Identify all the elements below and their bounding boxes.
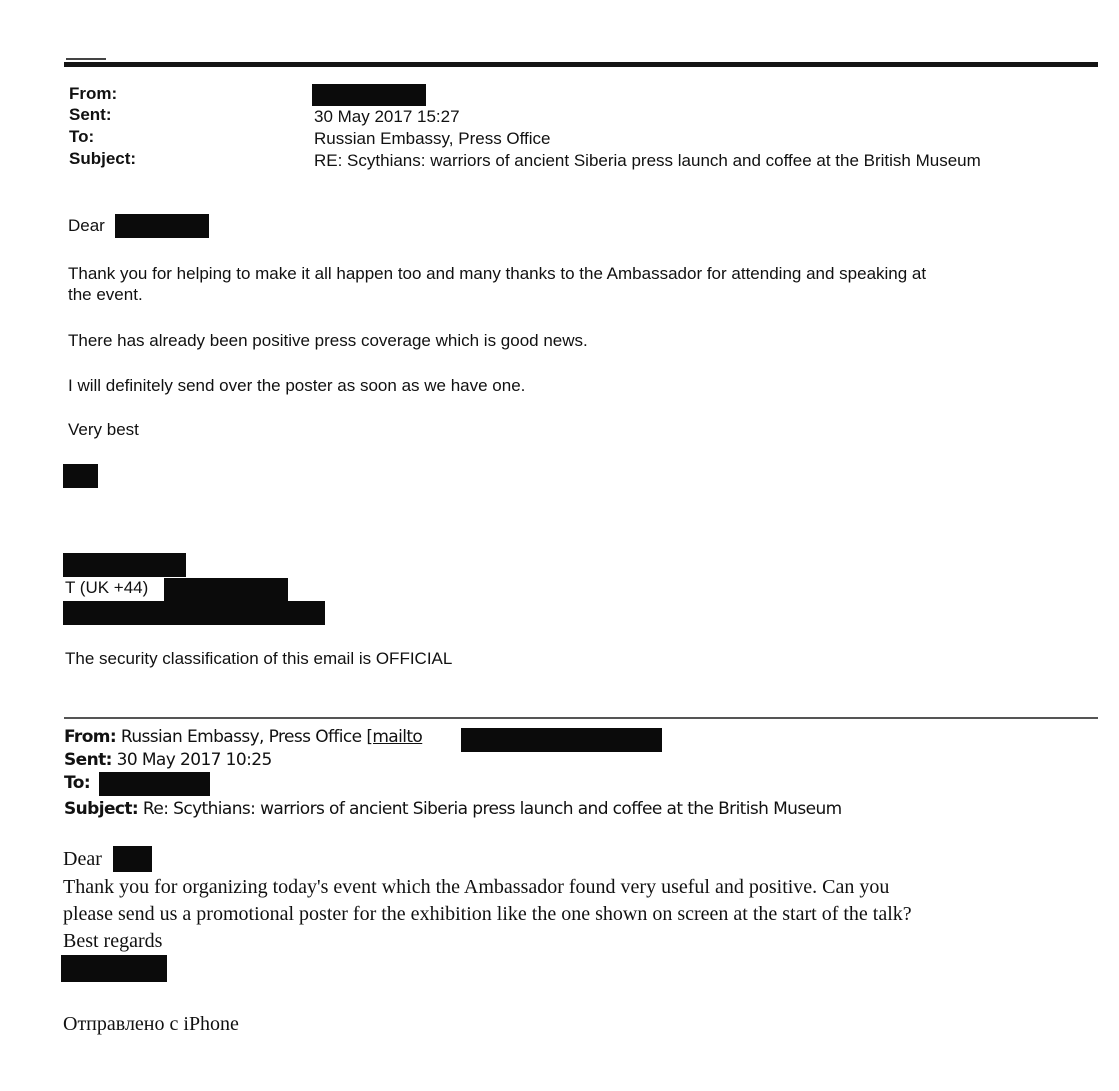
redacted-phone-number: [164, 578, 288, 601]
sent-value: 30 May 2017 15:27: [314, 107, 460, 126]
original-from-label: From:: [64, 727, 117, 747]
original-to-line: [64, 773, 90, 793]
original-sent-label: Sent:: [64, 750, 112, 770]
mailto-link[interactable]: [mailto: [366, 727, 423, 747]
redacted-from: [312, 84, 426, 106]
original-subject-line: [64, 799, 842, 819]
redacted-recipient-name: [115, 214, 209, 238]
paragraph-1-line-2: the event.: [68, 285, 143, 304]
greeting: Dear: [68, 216, 105, 235]
redacted-original-recipient: [113, 846, 152, 872]
original-from-line: [64, 727, 422, 747]
original-body-line-2: please send us a promotional poster for the exhibition like the one shown on screen at the start of the talk?: [63, 903, 912, 925]
email-divider: [64, 717, 1098, 719]
redacted-initials: [63, 464, 98, 488]
original-from-value: Russian Embassy, Press Office: [120, 727, 362, 747]
security-classification: The security classification of this email is OFFICIAL: [65, 649, 453, 668]
top-rule-mark: [66, 58, 106, 60]
subject-label: Subject:: [69, 149, 137, 168]
original-signoff: Best regards: [63, 930, 163, 952]
original-body-line-1: Thank you for organizing today's event which the Ambassador found very useful and positive. Can you: [63, 876, 890, 898]
subject-value: RE: Scythians: warriors of ancient Siberia press launch and coffee at the British Museum: [314, 151, 981, 170]
sent-label: Sent:: [69, 105, 112, 124]
paragraph-1-line-1: Thank you for helping to make it all happen too and many thanks to the Ambassador for attending and speaking at: [68, 264, 927, 283]
original-sent-line: [64, 750, 272, 770]
paragraph-3: I will definitely send over the poster as soon as we have one.: [68, 376, 526, 395]
phone-prefix: T (UK +44): [65, 578, 149, 597]
original-to-label: To:: [64, 773, 91, 793]
redacted-original-to: [99, 772, 210, 796]
to-label: To:: [69, 127, 95, 146]
original-greeting: Dear: [63, 848, 102, 870]
iphone-footer: Отправлено с iPhone: [63, 1013, 239, 1035]
paragraph-2: There has already been positive press coverage which is good news.: [68, 331, 588, 350]
signoff: Very best: [68, 420, 139, 439]
from-label: From:: [69, 84, 118, 103]
redacted-signature-line: [63, 601, 325, 625]
original-sent-value: 30 May 2017 10:25: [116, 750, 272, 770]
redacted-original-sender: [61, 955, 167, 982]
original-subject-value: Re: Scythians: warriors of ancient Siberia press launch and coffee at the British Museum: [142, 799, 842, 819]
redacted-signature-name: [63, 553, 186, 577]
redacted-email-address: [461, 728, 662, 752]
top-divider: [64, 62, 1098, 67]
original-subject-label: Subject:: [64, 799, 139, 819]
to-value: Russian Embassy, Press Office: [314, 129, 551, 148]
